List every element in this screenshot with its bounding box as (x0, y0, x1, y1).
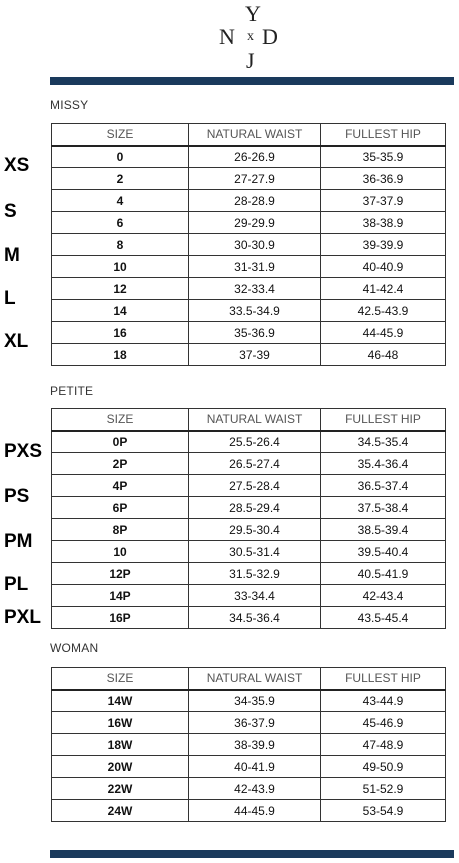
table-row (52, 168, 446, 190)
size-cell: 16P (52, 607, 189, 629)
waist-cell: 40-41.9 (189, 756, 321, 778)
missy-title: MISSY (50, 98, 89, 112)
size-cell: 14 (52, 300, 189, 322)
table-row (52, 256, 446, 278)
size-cell: 24W (52, 800, 189, 822)
waist-cell: 38-39.9 (189, 734, 321, 756)
header-size: SIZE (52, 668, 189, 690)
header-fullest-hip: FULLEST HIP (321, 124, 446, 146)
waist-cell: 29.5-30.4 (189, 519, 321, 541)
size-cell: 0 (52, 146, 189, 168)
waist-cell: 44-45.9 (189, 800, 321, 822)
hip-cell: 41-42.4 (321, 278, 446, 300)
top-divider-bar (50, 77, 454, 85)
table-row (52, 146, 446, 168)
waist-cell: 28-28.9 (189, 190, 321, 212)
table-row (52, 234, 446, 256)
size-cell: 6 (52, 212, 189, 234)
size-cell: 8P (52, 519, 189, 541)
table-row (52, 541, 446, 563)
table-header-row (52, 124, 446, 146)
hip-cell: 35.4-36.4 (321, 453, 446, 475)
waist-cell: 32-33.4 (189, 278, 321, 300)
waist-cell: 30.5-31.4 (189, 541, 321, 563)
hip-cell: 42.5-43.9 (321, 300, 446, 322)
table-row (52, 212, 446, 234)
table-row (52, 690, 446, 712)
size-group-label: PXL (4, 607, 41, 628)
size-cell: 16W (52, 712, 189, 734)
logo-letter-d: D (262, 24, 278, 49)
header-size: SIZE (52, 124, 189, 146)
hip-cell: 35-35.9 (321, 146, 446, 168)
size-group-label: XS (4, 155, 30, 176)
table-row (52, 734, 446, 756)
table-row (52, 607, 446, 629)
hip-cell: 36.5-37.4 (321, 475, 446, 497)
waist-cell: 42-43.9 (189, 778, 321, 800)
hip-cell: 53-54.9 (321, 800, 446, 822)
waist-cell: 25.5-26.4 (189, 431, 321, 453)
petite-title: PETITE (50, 384, 94, 398)
waist-cell: 30-30.9 (189, 234, 321, 256)
table-row (52, 800, 446, 822)
table-row (52, 778, 446, 800)
table-row (52, 431, 446, 453)
size-cell: 20W (52, 756, 189, 778)
logo-letter-y: Y (245, 1, 261, 26)
header-natural-waist: NATURAL WAIST (189, 409, 321, 431)
logo-letter-j: J (246, 48, 255, 73)
size-group-label: PM (4, 531, 33, 552)
table-row (52, 300, 446, 322)
hip-cell: 43.5-45.4 (321, 607, 446, 629)
waist-cell: 28.5-29.4 (189, 497, 321, 519)
waist-cell: 26.5-27.4 (189, 453, 321, 475)
hip-cell: 46-48 (321, 344, 446, 366)
logo-letter-n: N (219, 24, 235, 49)
size-cell: 22W (52, 778, 189, 800)
waist-cell: 27.5-28.4 (189, 475, 321, 497)
size-cell: 18W (52, 734, 189, 756)
waist-cell: 37-39 (189, 344, 321, 366)
size-group-label: PXS (4, 441, 43, 462)
size-cell: 12P (52, 563, 189, 585)
hip-cell: 42-43.4 (321, 585, 446, 607)
size-cell: 10 (52, 256, 189, 278)
hip-cell: 49-50.9 (321, 756, 446, 778)
logo-letter-x: x (247, 29, 254, 44)
size-cell: 16 (52, 322, 189, 344)
waist-cell: 33.5-34.9 (189, 300, 321, 322)
table-row (52, 585, 446, 607)
size-cell: 4P (52, 475, 189, 497)
table-row (52, 453, 446, 475)
header-fullest-hip: FULLEST HIP (321, 668, 446, 690)
size-group-label: PL (4, 574, 29, 595)
hip-cell: 40-40.9 (321, 256, 446, 278)
header-fullest-hip: FULLEST HIP (321, 409, 446, 431)
hip-cell: 44-45.9 (321, 322, 446, 344)
size-cell: 0P (52, 431, 189, 453)
header-natural-waist: NATURAL WAIST (189, 668, 321, 690)
size-cell: 2P (52, 453, 189, 475)
table-row (52, 519, 446, 541)
hip-cell: 34.5-35.4 (321, 431, 446, 453)
hip-cell: 47-48.9 (321, 734, 446, 756)
missy-size-table (51, 123, 446, 366)
waist-cell: 31-31.9 (189, 256, 321, 278)
hip-cell: 39.5-40.4 (321, 541, 446, 563)
brand-logo (0, 0, 459, 78)
size-cell: 14W (52, 690, 189, 712)
waist-cell: 31.5-32.9 (189, 563, 321, 585)
header-size: SIZE (52, 409, 189, 431)
size-group-label: S (4, 201, 17, 222)
size-cell: 10 (52, 541, 189, 563)
table-row (52, 497, 446, 519)
waist-cell: 29-29.9 (189, 212, 321, 234)
size-cell: 8 (52, 234, 189, 256)
table-row (52, 190, 446, 212)
waist-cell: 26-26.9 (189, 146, 321, 168)
table-header-row (52, 409, 446, 431)
bottom-divider-bar (50, 850, 454, 858)
hip-cell: 38.5-39.4 (321, 519, 446, 541)
waist-cell: 34.5-36.4 (189, 607, 321, 629)
hip-cell: 43-44.9 (321, 690, 446, 712)
hip-cell: 45-46.9 (321, 712, 446, 734)
header-natural-waist: NATURAL WAIST (189, 124, 321, 146)
table-row (52, 344, 446, 366)
hip-cell: 36-36.9 (321, 168, 446, 190)
petite-size-table (51, 408, 446, 629)
woman-title: WOMAN (50, 641, 99, 655)
table-row (52, 278, 446, 300)
hip-cell: 40.5-41.9 (321, 563, 446, 585)
size-group-label: XL (4, 331, 29, 352)
table-row (52, 563, 446, 585)
size-cell: 12 (52, 278, 189, 300)
waist-cell: 33-34.4 (189, 585, 321, 607)
table-header-row (52, 668, 446, 690)
size-group-label: M (4, 245, 20, 266)
waist-cell: 36-37.9 (189, 712, 321, 734)
size-group-label: L (4, 288, 16, 309)
size-group-label: PS (4, 486, 30, 507)
table-row (52, 756, 446, 778)
waist-cell: 34-35.9 (189, 690, 321, 712)
size-cell: 2 (52, 168, 189, 190)
waist-cell: 35-36.9 (189, 322, 321, 344)
size-cell: 4 (52, 190, 189, 212)
hip-cell: 38-38.9 (321, 212, 446, 234)
woman-size-table (51, 667, 446, 822)
hip-cell: 37.5-38.4 (321, 497, 446, 519)
hip-cell: 39-39.9 (321, 234, 446, 256)
table-row (52, 322, 446, 344)
hip-cell: 37-37.9 (321, 190, 446, 212)
table-row (52, 712, 446, 734)
size-cell: 6P (52, 497, 189, 519)
hip-cell: 51-52.9 (321, 778, 446, 800)
size-cell: 14P (52, 585, 189, 607)
size-cell: 18 (52, 344, 189, 366)
table-row (52, 475, 446, 497)
waist-cell: 27-27.9 (189, 168, 321, 190)
